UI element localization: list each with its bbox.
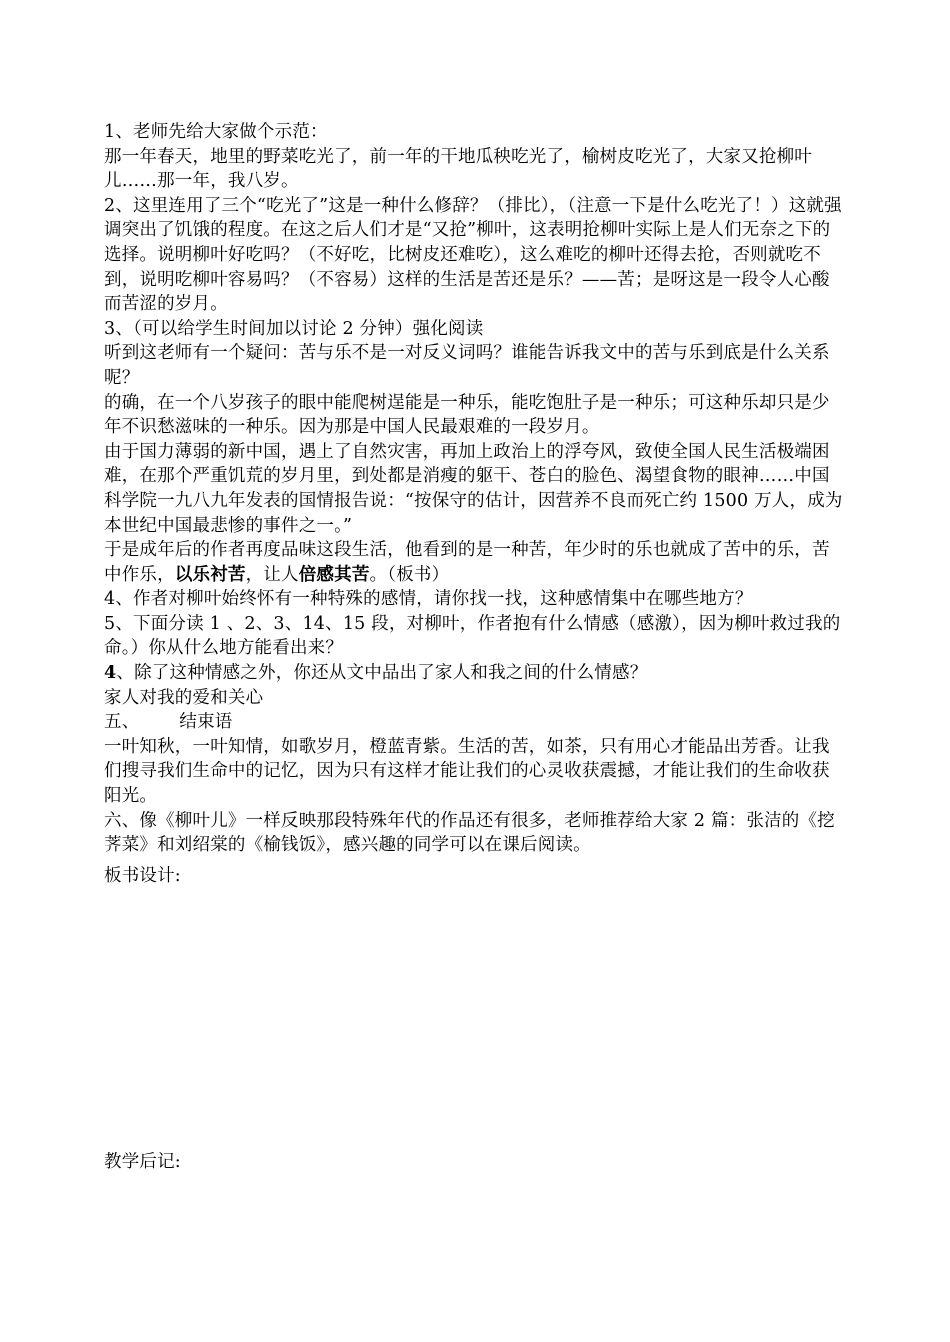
teaching-notes-title: 教学后记: bbox=[104, 1152, 181, 1172]
paragraph-2: 那一年春天，地里的野菜吃光了，前一年的干地瓜秧吃光了，榆树皮吃光了，大家又抢柳叶儿……那一年，我八岁。 bbox=[104, 146, 812, 192]
paragraph-4: 3、（可以给学生时间加以讨论 2 分钟）强化阅读 bbox=[104, 318, 484, 339]
section-heading-5 bbox=[104, 710, 846, 735]
bold-phrase-1: 以乐衬苦 bbox=[174, 564, 246, 585]
board-design-title: 板书设计: bbox=[104, 865, 181, 886]
section-number: 五、 bbox=[104, 712, 140, 733]
paragraph-8-text-e: 。（板书） bbox=[369, 564, 450, 585]
paragraph-11-text: 、除了这种情感之外，你还从文中品出了家人和我之间的什么情感？ bbox=[116, 663, 648, 684]
bold-phrase-2: 倍感其苦 bbox=[298, 564, 370, 585]
paragraph-10: 5、下面分读 1 、2、3、14、15 段，对柳叶，作者抱有什么情感（感激），因为柳叶救过我的命。）你从什么地方能看出来？ bbox=[104, 613, 841, 659]
paragraph-14: 一叶知秋，一叶知情，如歌岁月，橙蓝青紫。生活的苦，如茶，只有用心才能品出芳香。让我们搜寻我们生命中的记忆，因为只有这样才能让我们的心灵收获震撼，才能让我们的生命收获阳光。 bbox=[104, 736, 830, 807]
section-title: 结束语 bbox=[179, 712, 233, 733]
paragraph-6: 的确，在一个八岁孩子的眼中能爬树逞能是一种乐，能吃饱肚子是一种乐；可这种乐却只是少年不识愁滋味的一种乐。因为那是中国人民最艰难的一段岁月。 bbox=[104, 392, 830, 438]
paragraph-8 bbox=[104, 538, 846, 587]
paragraph-8-text-c: ，让人 bbox=[245, 564, 299, 585]
paragraph-9: 4、作者对柳叶始终怀有一种特殊的感情，请你找一找，这种感情集中在哪些地方？ bbox=[104, 589, 753, 610]
paragraph-7: 由于国力薄弱的新中国，遇上了自然灾害，再加上政治上的浮夸风，致使全国人民生活极端困难，在那个严重饥荒的岁月里，到处都是消瘦的躯干、苍白的脸色、渴望食物的眼神……中国科学院一九八九年发表的国情报告说：“按保守的估计，因营养不良而死亡约 1500 万人，成为本世纪中国最悲惨的事件之一。” bbox=[104, 441, 843, 536]
paragraph-12: 家人对我的爱和关心 bbox=[104, 687, 264, 708]
paragraph-15: 六、像《柳叶儿》一样反映那段特殊年代的作品还有很多，老师推荐给大家 2 篇：张洁的《挖荠菜》和刘绍棠的《榆钱饭》，感兴趣的同学可以在课后阅读。 bbox=[104, 810, 835, 856]
paragraph-5: 听到这老师有一个疑问：苦与乐不是一对反义词吗？谁能告诉我文中的苦与乐到底是什么关系呢？ bbox=[104, 343, 830, 388]
paragraph-1: 1、老师先给大家做个示范： bbox=[104, 122, 328, 142]
document-page bbox=[104, 120, 846, 1172]
paragraph-11 bbox=[104, 661, 846, 686]
paragraph-11-number: 4 bbox=[104, 663, 117, 684]
paragraph-8-text-a: 于是成年后的作者再度品味这段生活，他看到的是一种苦，年少时的乐也就成了苦中的乐，苦中作乐， bbox=[104, 540, 830, 585]
paragraph-3: 2、这里连用了三个“吃光了”这是一种什么修辞？（排比），（注意一下是什么吃光了！）这就强调突出了饥饿的程度。在这之后人们才是“又抢”柳叶，这表明抢柳叶实际上是人们无奈之下的选择。说明柳叶好吃吗？（不好吃，比树皮还难吃），这么难吃的柳叶还得去抢，否则就吃不到，说明吃柳叶容易吗？（不容易）这样的生活是苦还是乐？——苦；是呀这是一段令人心酸而苦涩的岁月。 bbox=[104, 195, 842, 315]
